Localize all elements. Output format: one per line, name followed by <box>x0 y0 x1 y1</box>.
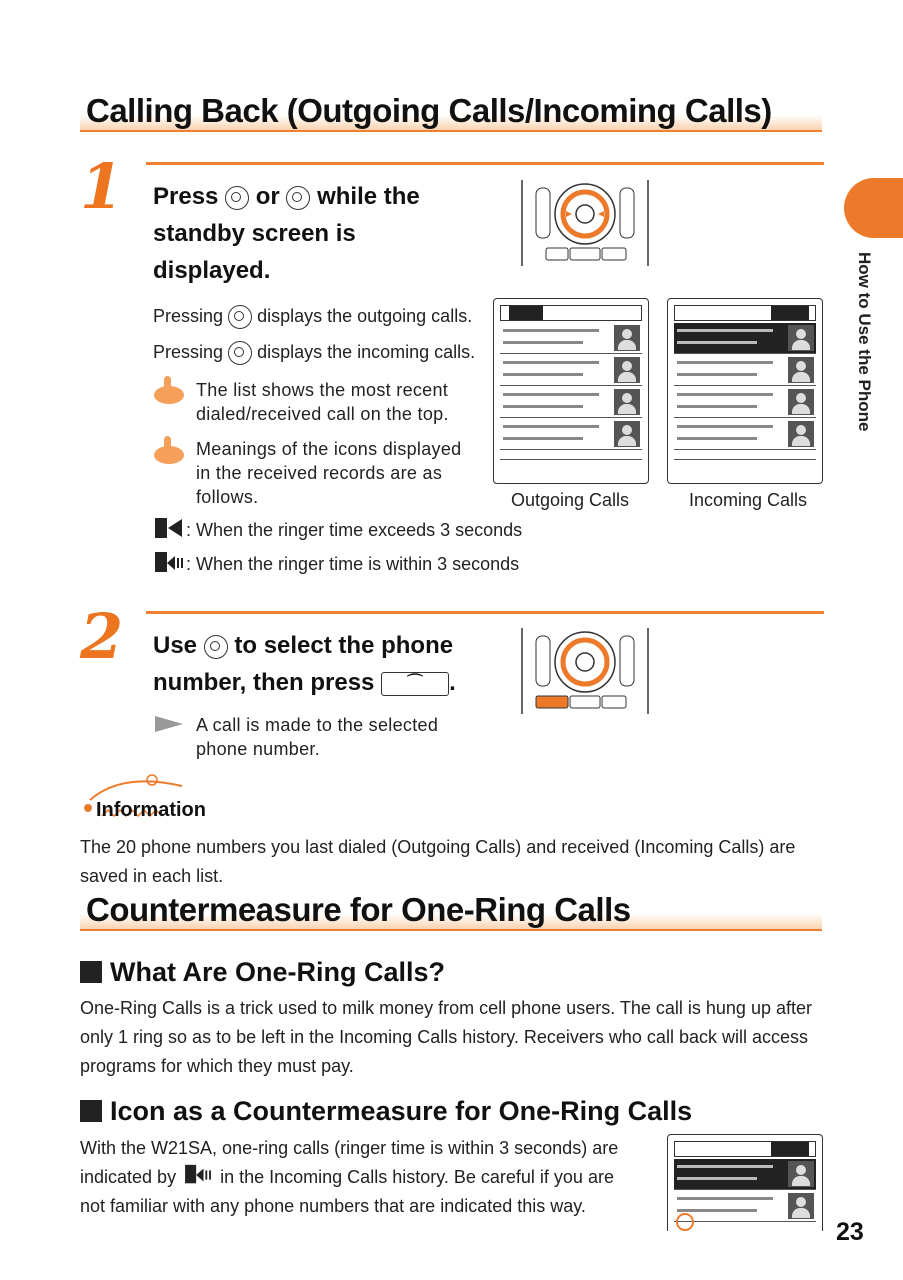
call-record-row <box>674 323 816 354</box>
pressing-word: Pressing <box>153 342 224 362</box>
pressing-incoming <box>153 340 483 365</box>
section-title-text: Countermeasure for One-Ring Calls <box>86 891 631 928</box>
legend-long-ring: : When the ringer time exceeds 3 seconds <box>186 520 523 540</box>
step2-divider <box>146 611 824 614</box>
incoming-calls-screen-small <box>667 1134 823 1231</box>
left-key-icon <box>228 341 252 365</box>
side-tab-label-wrap <box>850 252 874 462</box>
call-record-row <box>500 355 642 386</box>
short-ring-icon <box>181 1163 215 1187</box>
phone-keypad-illustration <box>520 180 650 266</box>
note-icon-meaning: Meanings of the icons displayed in the received records are as follows. <box>196 439 462 507</box>
screen-header-bar <box>674 1141 816 1157</box>
step1-heading-line3: displayed. <box>153 257 271 284</box>
page-number: 23 <box>836 1218 864 1246</box>
one-ring-explanation: One-Ring Calls is a trick used to milk money from cell phone users. The call is hung up after only 1 ring so as to be left in the Incoming Calls history. Receivers who call back will access programs for which they must pay. <box>80 998 812 1076</box>
step1-heading <box>153 178 493 289</box>
step1-heading-line2: standby screen is <box>153 220 356 247</box>
screen-softkeys <box>500 459 642 476</box>
short-ring-icon <box>154 550 184 576</box>
long-ring-icon <box>154 516 184 542</box>
section-title-calling-back <box>80 92 822 132</box>
step2-heading-rest: to select the phone <box>234 632 454 659</box>
call-record-row <box>500 419 642 450</box>
left-key-icon <box>286 186 310 210</box>
step2-heading-use: Use <box>153 632 198 659</box>
icon-countermeasure-text <box>80 1134 660 1221</box>
square-bullet-icon <box>80 961 102 983</box>
step1-heading-press: Press <box>153 183 219 210</box>
caption-incoming: Incoming Calls <box>688 490 808 510</box>
right-key-icon <box>228 305 252 329</box>
information-label: Information <box>96 799 206 821</box>
screen-softkeys <box>674 459 816 476</box>
icon-text-line1: With the W21SA, one-ring calls (ringer time is within 3 seconds) are <box>80 1138 619 1158</box>
phone-keypad-illustration-2 <box>520 628 650 714</box>
highlight-circle-icon <box>676 1213 694 1231</box>
caption-outgoing: Outgoing Calls <box>510 490 630 510</box>
pointing-hand-icon <box>152 374 186 404</box>
incoming-desc: displays the incoming calls. <box>257 342 476 362</box>
call-record-row <box>674 419 816 450</box>
pressing-word: Pressing <box>153 306 224 326</box>
icon-text-line2a: indicated by <box>80 1167 177 1187</box>
section-title-one-ring <box>80 891 822 931</box>
section-title-text: Calling Back (Outgoing Calls/Incoming Calls) <box>86 92 772 129</box>
pointing-hand-icon <box>152 434 186 464</box>
incoming-calls-screen <box>667 298 823 484</box>
keypad-diagram-icon <box>520 628 650 714</box>
subheading-icon-countermeasure <box>80 1096 692 1127</box>
subheading-icon-text: Icon as a Countermeasure for One-Ring Calls <box>110 1096 693 1126</box>
step1-heading-while: while the <box>317 183 420 210</box>
step2-heading-period: . <box>449 669 456 696</box>
pressing-outgoing <box>153 304 483 329</box>
call-record-row <box>674 355 816 386</box>
step1-heading-or: or <box>255 183 280 210</box>
keypad-diagram-icon <box>520 180 650 266</box>
side-tab-label: How to Use the Phone <box>855 252 874 432</box>
step2-heading <box>153 627 493 701</box>
side-tab <box>844 178 903 238</box>
multi-key-icon <box>204 635 228 659</box>
icon-text-line2b: in the Incoming Calls history. Be careful if you are <box>220 1167 614 1187</box>
screen-header-bar <box>500 305 642 321</box>
note-recent-top: The list shows the most recent dialed/received call on the top. <box>196 380 449 424</box>
outgoing-calls-screen <box>493 298 649 484</box>
step2-heading-line2: number, then press <box>153 669 375 696</box>
call-record-row <box>500 387 642 418</box>
right-key-icon <box>225 186 249 210</box>
step1-divider <box>146 162 824 165</box>
call-record-row <box>500 323 642 354</box>
subheading-what-are <box>80 957 445 988</box>
subheading-what-are-text: What Are One-Ring Calls? <box>110 957 446 987</box>
call-record-row <box>674 1191 816 1222</box>
legend-short-ring: : When the ringer time is within 3 seconds <box>186 554 520 574</box>
step2-result: A call is made to the selected phone number. <box>196 715 439 759</box>
result-arrow-icon <box>155 716 183 732</box>
step2-number: 2 <box>80 600 124 673</box>
call-record-row <box>674 387 816 418</box>
screen-header-bar <box>674 305 816 321</box>
square-bullet-icon <box>80 1100 102 1122</box>
call-key-icon: ⌒ <box>381 672 449 696</box>
icon-text-line3: not familiar with any phone numbers that are indicated this way. <box>80 1196 586 1216</box>
call-record-row <box>674 1159 816 1190</box>
information-text: The 20 phone numbers you last dialed (Outgoing Calls) and received (Incoming Calls) are saved in each list. <box>80 837 796 886</box>
step1-number: 1 <box>80 150 124 223</box>
outgoing-desc: displays the outgoing calls. <box>257 306 473 326</box>
